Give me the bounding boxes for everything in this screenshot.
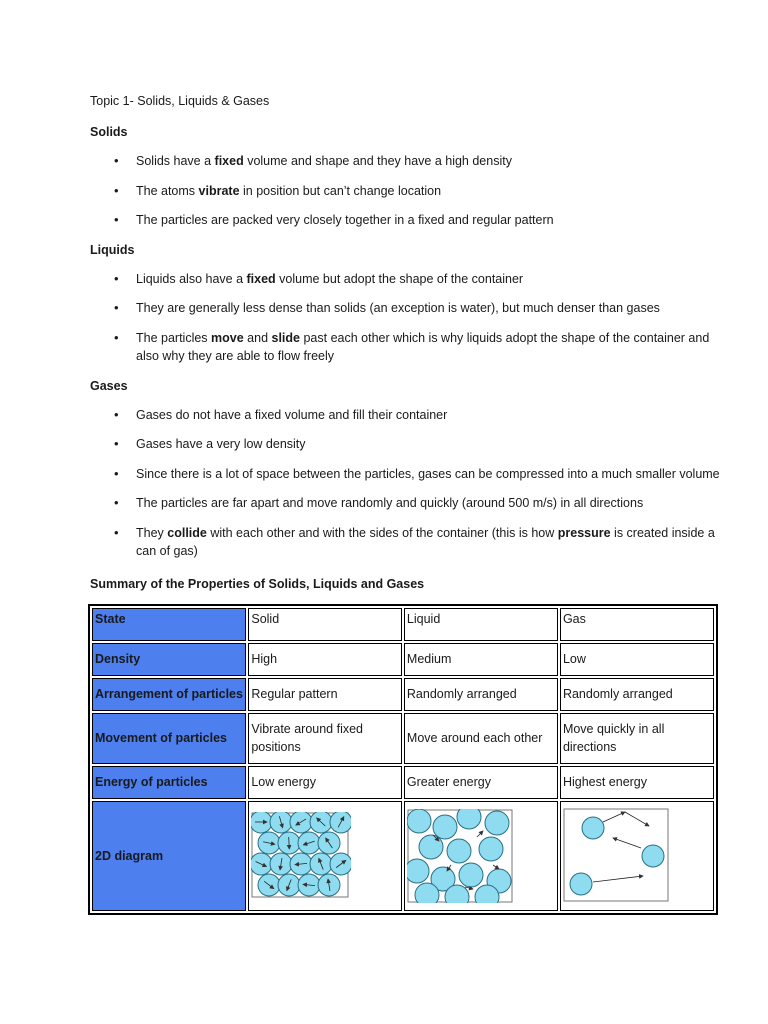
liquid-particles-diagram — [407, 809, 517, 903]
particle — [407, 859, 429, 883]
particle — [407, 809, 431, 833]
bullet-item: • Gases do not have a fixed volume and fill their container — [90, 406, 720, 425]
table-cell: Randomly arranged — [404, 678, 558, 711]
table-cell: Regular pattern — [248, 678, 402, 711]
bullet-item: • They are generally less dense than solids (an exception is water), but much denser than gases — [90, 299, 720, 318]
table-cell: Highest energy — [560, 766, 714, 799]
table-row — [92, 678, 714, 711]
summary-title: Summary of the Properties of Solids, Liquids and Gases — [90, 576, 425, 591]
section-heading: Gases — [90, 378, 128, 393]
particle — [447, 839, 471, 863]
table-cell: Gas — [560, 608, 714, 641]
particle — [457, 809, 481, 829]
section-gases — [90, 377, 720, 561]
table-cell: Randomly arranged — [560, 678, 714, 711]
table-cell: Move around each other — [404, 713, 558, 764]
bullet-item: • Gases have a very low density — [90, 435, 720, 454]
table-cell: High — [248, 643, 402, 676]
particle — [433, 815, 457, 839]
table-cell: Greater energy — [404, 766, 558, 799]
particle — [570, 873, 592, 895]
table-cell: Vibrate around fixed positions — [248, 713, 402, 764]
bullet-list — [90, 152, 720, 230]
table-cell: Move quickly in all directions — [560, 713, 714, 764]
bullet-item: • The particles are far apart and move randomly and quickly (around 500 m/s) in all directions — [90, 494, 720, 513]
bullet-item: • The particles are packed very closely together in a fixed and regular pattern — [90, 211, 720, 230]
bullet-item: • Since there is a lot of space between the particles, gases can be compressed into a much smaller volume — [90, 465, 720, 484]
properties-table — [88, 604, 718, 915]
table-cell: Low — [560, 643, 714, 676]
section-liquids — [90, 241, 720, 366]
row-header: Arrangement of particles — [92, 678, 246, 711]
particle — [459, 863, 483, 887]
bullet-item: • The particles move and slide past each other which is why liquids adopt the shape of the container and also why they are able to flow freely — [90, 329, 720, 366]
particle — [485, 811, 509, 835]
bullet-list — [90, 270, 720, 366]
table-cell: Medium — [404, 643, 558, 676]
table-row — [92, 766, 714, 799]
bullet-list — [90, 406, 720, 561]
solid-particles-diagram — [251, 812, 351, 900]
table-row — [92, 608, 714, 641]
table-cell: Liquid — [404, 608, 558, 641]
table-row — [92, 801, 714, 911]
row-header: 2D diagram — [92, 801, 246, 911]
bullet-item: • Solids have a fixed volume and shape and they have a high density — [90, 152, 720, 171]
table-cell: Solid — [248, 608, 402, 641]
document-page — [90, 92, 720, 915]
particle — [479, 837, 503, 861]
page-title: Topic 1- Solids, Liquids & Gases — [90, 94, 270, 108]
diagram-cell-solid — [248, 801, 402, 911]
table-cell: Low energy — [248, 766, 402, 799]
row-header: Movement of particles — [92, 713, 246, 764]
particle — [582, 817, 604, 839]
particle — [251, 812, 272, 833]
particle — [642, 845, 664, 867]
particle — [419, 835, 443, 859]
section-solids — [90, 123, 720, 230]
bullet-item: • Liquids also have a fixed volume but adopt the shape of the container — [90, 270, 720, 289]
particle — [290, 812, 312, 833]
bullet-item: • The atoms vibrate in position but can’t change location — [90, 182, 720, 201]
section-heading: Solids — [90, 125, 128, 139]
diagram-cell-liquid — [404, 801, 558, 911]
table-row — [92, 713, 714, 764]
row-header: Energy of particles — [92, 766, 246, 799]
particle — [415, 883, 439, 903]
bullet-item: • They collide with each other and with the sides of the container (this is how pressure is created inside a can of gas) — [90, 524, 720, 561]
section-heading: Liquids — [90, 242, 135, 257]
diagram-cell-gas — [560, 801, 714, 911]
table-row — [92, 643, 714, 676]
row-header: Density — [92, 643, 246, 676]
row-header: State — [92, 608, 246, 641]
gas-particles-diagram — [563, 808, 673, 904]
